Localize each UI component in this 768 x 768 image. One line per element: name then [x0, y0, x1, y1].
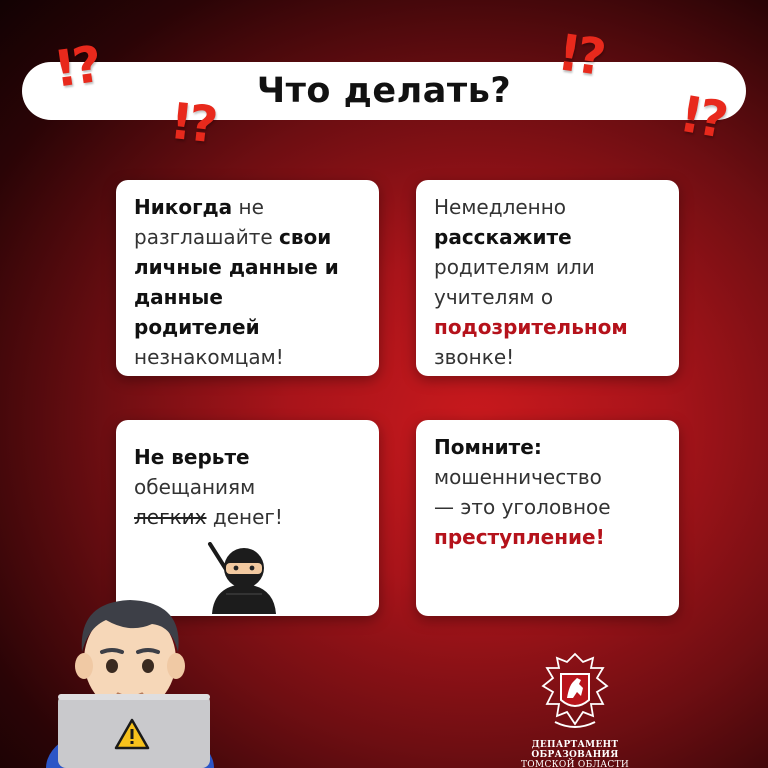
card-text-segment: Помните:	[434, 435, 542, 459]
card-text-line	[434, 192, 661, 222]
card-text-segment: данные	[134, 285, 223, 309]
card-text-segment: разглашайте	[134, 225, 279, 249]
card-text-line	[134, 192, 361, 222]
card-text-segment: легких	[134, 505, 207, 529]
card-text-segment: не	[232, 195, 264, 219]
card-text-segment: незнакомцам!	[134, 345, 284, 369]
card-text-segment: родителям или	[434, 255, 595, 279]
advice-card-remember	[416, 420, 679, 616]
card-text-line	[134, 342, 361, 372]
card-text-line	[134, 472, 361, 502]
card-text-line	[134, 442, 361, 472]
card-text-segment: обещаниям	[134, 475, 256, 499]
advice-card-privacy	[116, 180, 379, 376]
card-text-line	[134, 502, 361, 532]
coat-of-arms-icon	[500, 652, 650, 738]
card-text-line	[434, 462, 661, 492]
interrobang-icon: !?	[167, 91, 217, 155]
interrobang-icon: !?	[50, 35, 102, 99]
card-text-segment: мошенничество	[434, 465, 602, 489]
card-text-line	[434, 312, 661, 342]
card-text-line	[434, 522, 661, 552]
card-text-line	[434, 432, 661, 462]
card-text-segment: расскажите	[434, 225, 572, 249]
page-title: Что делать?	[256, 71, 512, 111]
card-text-segment: денег!	[206, 505, 283, 529]
card-text-segment: Никогда	[134, 195, 233, 219]
card-text-line	[434, 282, 661, 312]
card-text-line	[134, 282, 361, 312]
department-logo	[500, 652, 650, 768]
advice-card-easy-money	[116, 420, 379, 616]
title-banner	[22, 62, 746, 120]
interrobang-icon: !?	[675, 84, 729, 150]
interrobang-icon: !?	[554, 23, 606, 87]
card-text-line	[134, 312, 361, 342]
card-text-segment: Не верьте	[134, 445, 250, 469]
card-text-segment: подозрительном	[434, 315, 628, 339]
card-text-line	[434, 492, 661, 522]
card-text-segment: — это уголовное	[434, 495, 611, 519]
card-text-segment: родителей	[134, 315, 260, 339]
card-text-segment: звонке!	[434, 345, 515, 369]
card-text-segment: Немедленно	[434, 195, 567, 219]
card-text-line	[434, 222, 661, 252]
logo-subtitle: ТОМСКОЙ ОБЛАСТИ	[520, 760, 630, 768]
warning-icon	[114, 718, 150, 754]
card-text-line	[434, 252, 661, 282]
card-text-segment: личные данные и	[134, 255, 339, 279]
card-text-segment: свои	[279, 225, 332, 249]
card-text-line	[134, 222, 361, 252]
card-text-line	[134, 252, 361, 282]
card-text-line	[434, 342, 661, 372]
card-text-segment: учителям о	[434, 285, 554, 309]
advice-card-tell-parents	[416, 180, 679, 376]
logo-title: ДЕПАРТАМЕНТ ОБРАЗОВАНИЯ	[531, 740, 619, 760]
card-text-segment: преступление!	[434, 525, 605, 549]
person-with-laptop-icon	[44, 590, 224, 768]
